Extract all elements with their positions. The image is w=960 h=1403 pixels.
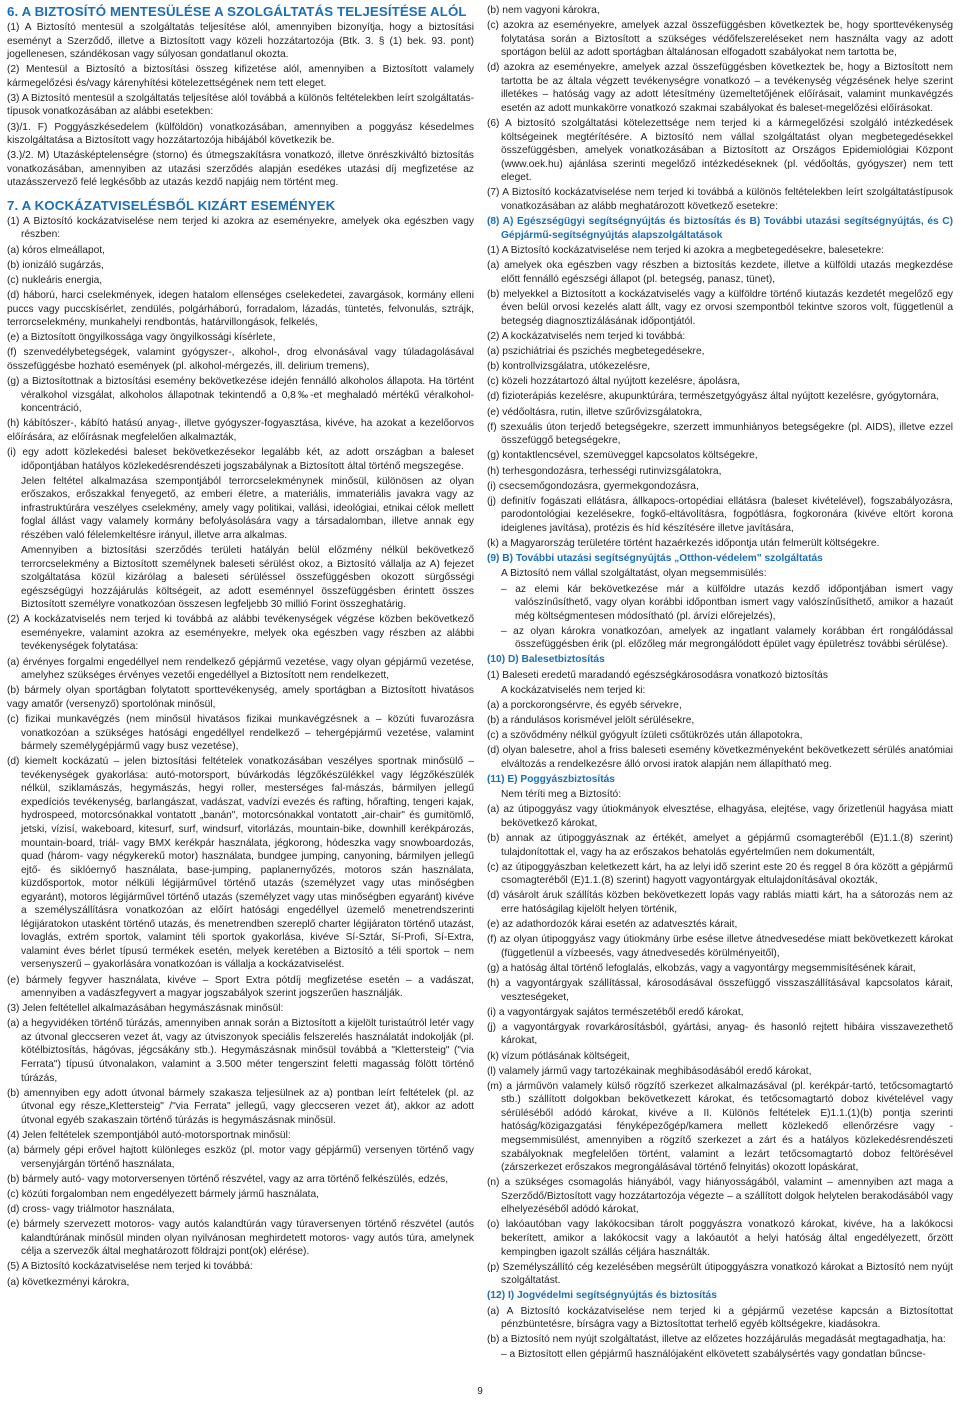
paragraph: (3)/1. F) Poggyászkésedelem (külföldön) vonatkozásában, amennyiben a poggyász késedelmes kiszolgáltatása a Biztosított vagy hozzátartozója hibájából következik be. — [7, 121, 474, 147]
list-item: (c) közúti forgalomban nem engedélyezett bármely jármű használata, — [7, 1188, 320, 1200]
subsection-heading: (11) E) Poggyászbiztosítás — [487, 773, 615, 785]
paragraph: Jelen feltétel alkalmazása szempontjából terrorcselekménynek minősül, különösen az olyan erőszakos, erőszakkal fenyegető, az emberi életre, a materiális, immateriális javakra vagy az infrastruktúrára veszélyes cselekmény, amely vagy politikai, vallási, ideológiai, etnikai célok mellett foglal állást vagy valamely kormány befolyásolására vagy a társadalomban, illetve annak egy részében való félelemkeltésre irányul, illetve arra alkalmas. — [21, 475, 474, 541]
paragraph: (2) Mentesül a Biztosító a biztosítási összeg kifizetése alól, amennyiben a Biztosított valamely kármegelőzési és/vagy kárenyhítési kötelezettségének nem tett eleget. — [7, 64, 474, 89]
list-item: (d) fizioterápiás kezelésre, akupunktúrára, természetgyógyász által nyújtott kezelésre, gyógytornára, — [487, 391, 939, 403]
list-item: (i) egy adott közlekedési baleset bekövetkezésekor legalább két, az adott országban a baleset időpontjában hatályos közlekedésrendészeti jogszabálynak a Biztosított által történő megszegése. — [7, 447, 474, 472]
list-item: (d) azokra az eseményekre, amelyek azzal összefüggésben következtek be, hogy a Biztosított nem tartotta be az általa végzett tevékenységre vonatkozó – a tevékenység végzésének helye szerint illetékes – hatóság vagy az adott létesítmény üzemeltetőjének előírásait, valamint munkavégzés esetén az adott munkakörre vonatkozó szakmai szabályokat és baleset-megelőzési előírásokat. — [487, 62, 953, 115]
list-item: (d) olyan balesetre, ahol a friss baleseti esemény következményeként bekövetkezett sérülés anatómiai elváltozás a rendelkezésre álló orvosi iratok alapján nem állapítható meg. — [487, 745, 953, 770]
list-item: (n) a szükséges csomagolás hiányából, vagy hiányosságából, valamint – amennyiben azt maga a Szerződő/Biztosított vagy hozzátartozója végezte – a szállított dolgok helytelen berakodásából vagy elhelyezéséből adódó károkat, — [487, 1177, 953, 1216]
list-item: (a) bármely gépi erővel hajtott különleges eszköz (pl. motor vagy gépjármű) versenyen történő vagy versenyjárgán történő használata, — [7, 1145, 474, 1170]
paragraph: (2) A kockázatviselés nem terjed ki továbbá: — [487, 330, 686, 342]
list-item: (a) érvényes forgalmi engedéllyel nem rendelkező gépjármű vezetése, vagy olyan gépjármű vezetése, amelyhez szükséges érvényes vezetői engedéllyel a Biztosított nem rendelkezett, — [7, 656, 474, 682]
paragraph: (6) A biztosító szolgáltatási kötelezettsége nem terjed ki a kármegelőzési szolgáló intézkedések költségeinek megtérítésére. A biztosító nem vállal szolgáltatást olyan megbetegedésekkel összefüggésben, amelyek vonatkozásában a Biztosított az Országos Epidemiológiai Központ (www.oek.hu) ajánlása szerinti megelőző intézkedéseknek (pl. védőoltás, gyógyszer) nem tett eleget. — [487, 118, 953, 184]
paragraph: A kockázatviselés nem terjed ki: — [501, 684, 646, 696]
list-item: (a) pszichiátriai és pszichés megbetegedésekre, — [487, 346, 705, 358]
list-item: (a) a porckorongsérvre, és egyéb sérvekre, — [487, 699, 682, 711]
list-item: (e) védőoltásra, rutin, illetve szűrővizsgálatokra, — [487, 406, 703, 418]
list-item: (e) az adathordozók kárai esetén az adatvesztés kárait, — [487, 919, 738, 931]
page-number: 9 — [477, 1386, 483, 1397]
list-item: (l) valamely jármű vagy tartozékainak meghibásodásából eredő károkat, — [487, 1065, 812, 1077]
list-item: (b) nem vagyoni károkra, — [487, 5, 600, 16]
list-item: (e) bármely szervezett motoros- vagy autós kalandtúrán vagy túraversenyen történő részvétel (autós kalandtúrának minősül minden olyan nyilvánosan meghirdetett motoros- vagy autós túra, amelynek célja a szervezők által meghatározott földrajzi pont(ok) elérése). — [7, 1219, 474, 1258]
paragraph: (3) A Biztosító mentesül a szolgáltatás teljesítése alól továbbá a különös feltételekben leírt szolgáltatás-típusok vonatkozásában az alábbi esetekben: — [7, 92, 474, 118]
list-item: (c) közeli hozzátartozó által nyújtott kezelésre, ápolásra, — [487, 376, 741, 388]
list-item: (h) a vagyontárgyak szállítással, károsodásával összefüggő visszaszállításával kapcsolatos kárait, veszteségeket, — [487, 977, 953, 1003]
paragraph: (1) A Biztosító kockázatviselése nem terjed ki azokra a megbetegedésekre, balesetekre: — [487, 244, 884, 256]
list-item: (c) az útipoggyászban keletkezett kárt, ha az lelyi idő szerint este 20 és reggel 8 óra között a gépjármű csomagteréből (E)1.1.(8) szerint) hagyott vagyontárgyak eltulajdonításával okozták, — [487, 861, 953, 887]
list-item: (b) a Biztosító nem nyújt szolgáltatást, illetve az előzetes hozzájárulás megadását megtagadhatja, ha: — [487, 1334, 946, 1346]
list-item: (a) amelyek oka egészben vagy részben a biztosítás kezdete, illetve a külföldi utazás megkezdése előtt fennálló egészségi állapot (pl. betegség, panasz, tünet), — [487, 260, 953, 285]
list-item: (b) melyekkel a Biztosított a kockázatviselés vagy a külföldre történő kiutazás kezdetét megelőző egy éven belül orvosi kezelés alatt állt, vagy ez orvosi szempontból tekintve szoros volt, függetlenül a betegség diagnosztizálásának időpontjától. — [487, 288, 953, 327]
list-item: (g) kontaktlencsével, szemüveggel kapcsolatos költségekre, — [487, 450, 758, 462]
list-item: (e) a Biztosított öngyilkossága vagy öngyilkossági kísérlete, — [7, 332, 276, 344]
subsection-heading: (12) I) Jogvédelmi segítségnyújtás és biztosítás — [487, 1290, 717, 1302]
list-item: – az olyan károkra vonatkozóan, amelyek az ingatlant valamely korábban ért rongálódással összefüggésben érik (pl. előzőleg már megrongálódott épület vagy épületrész további sérülése). — [501, 625, 953, 651]
section-7-title: 7. A KOCKÁZATVISELÉSBŐL KIZÁRT ESEMÉNYEK — [7, 197, 336, 213]
list-item: (h) terhesgondozásra, terhességi rutinvizsgálatokra, — [487, 465, 722, 477]
subsection-heading: (8) A) Egészségügyi segítségnyújtás és biztosítás és B) További utazási segítségnyújtás, és C) Gépjármű-segítségnyújtás alapszolgáltatások — [487, 216, 953, 241]
subsection-heading: (9) B) További utazási segítségnyújtás „Otthon-védelem" szolgáltatás — [487, 553, 823, 565]
list-item: (g) a Biztosítottnak a biztosítási esemény bekövetkezése idején fennálló alkoholos állapota. Ha történt véralkohol vizsgálat, alkoholos állapotnak tekintendő a 0,8‰-et meghaladó mértékű véralkohol-koncentráció, — [7, 376, 474, 415]
list-item: (d) kiemelt kockázatú – jelen biztosítási feltételek vonatkozásában veszélyes sportnak minősülő – tevékenységek gyakorlása: autó-motorsport, búvárkodás légzőkészülékkel vagy légzőkészülék nélkül, sziklamászás, hegymászás, hegyi roller, mesterséges fal-mászás, bármilyen jellegű expedíciós tevékenység, barlangászat, vadászat, vadvízi evezés és rafting, hőrafting, tengeri kajak, hydrospeed, motorcsónakkal vontatott „banán", motorcsónakkal vontatott „air-chair" és gumitömlő, jetski, vízisí, wakeboard, kitesurf, surf, windsurf, vitorlázás, mountain-bike, downhill kerékpározás, mountain-board, triál- vagy BMX kerékpár használata, jégkorong, hódeszka vagy snowboardozás, quad (három- vagy négykerekű motor) használata, bundgee jumping, canyoning, bármilyen jellegű ejtő- és siklóernyő használata, base-jumping, paplanernyőzés, motoros szán használata, küzdősportok, motor nélküli légijárművel történő utazás (személyzet vagy utas minőségben egyaránt), motoros légijárművel történő utazás (személyzet vagy utas minőségben egyaránt) kivéve a személyszállításra vonatkozóan az előírt hatósági engedéllyel üzemelő menetrendszerinti légijáratokon utasként történő utazás, és menetrendben szereplő charter légijáraton történő utazást, lovaglás, extrém sportok, valamint téli sportok gyakorlása, kivéve Sí-Sztár, Sí-Profi, Sí-Extra, valamint éves bérlet típusú termékek esetén, melyek keretében a Biztosító a téli sportok – nem versenyszerű – gyakorlására vonatkozóan is vállalja a kockázatviselést. — [7, 756, 474, 971]
list-item: (f) szenvedélybetegségek, valamint gyógyszer-, alkohol-, drog elvonásával vagy túladagolásával összefüggésbe hozható események (pl. alkohol-mérgezés, ill. delirium tremens), — [7, 347, 474, 372]
list-item: (d) háború, harci cselekmények, idegen hatalom ellenséges cselekedetei, zavargások, kormány elleni puccs vagy puccskísérlet, zendülés, polgárháború, forradalom, lázadás, tüntetés, felvonulás, sztrájk, terrorcselekmény, munkahelyi rendbontás, határvillongások, felkelés, — [7, 290, 474, 329]
paragraph: (2) A kockázatviselés nem terjed ki továbbá az alábbi tevékenységek végzése közben bekövetkező eseményekre, valamint azokra az eseményekre, melyek oka egészben vagy részben az alábbi tevékenységek folytatása: — [7, 614, 474, 653]
paragraph: Nem téríti meg a Biztosító: — [501, 789, 622, 801]
paragraph: (5) A Biztosító kockázatviselése nem terjed ki továbbá: — [7, 1261, 253, 1273]
list-item: (a) A Biztosító kockázatviselése nem terjed ki a gépjármű vezetése kapcsán a Biztosítottat pénzbüntetésre, bírságra vagy a Biztosítottat terhelő egyéb költségekre, kiadásokra. — [487, 1305, 953, 1331]
list-item: (c) nukleáris energia, — [7, 274, 103, 286]
list-item: (h) kábítószer-, kábító hatású anyag-, illetve gyógyszer-fogyasztása, kivéve, ha azokat a kezelőorvos előírására, az előírásnak megfelelően alkalmazták, — [7, 418, 474, 443]
list-item: (a) a hegyvidéken történő túrázás, amennyiben annak során a Biztosított a kijelölt turistaútról letér vagy az útvonal gleccseren vezet át, vagy az útviszonyok speciális felszerelés használatát indokolják (pl. kötélbiztosítás, hágóvas, jégcsákány stb.). Hegymászásnak minősül továbbá a "Klettersteig" ("via Ferrata") típusú útvonalakon, valamint a 3.500 méter tengerszint feletti magasság fölött történő túrázás, — [7, 1018, 474, 1084]
list-item: (a) kóros elmeállapot, — [7, 244, 105, 256]
right-column — [487, 4, 953, 1363]
paragraph: (1) A Biztosító kockázatviselése nem terjed ki azokra az eseményekre, amelyek oka egészben vagy részben: — [7, 215, 474, 241]
list-item: (a) következményi károkra, — [7, 1276, 130, 1288]
list-item: (f) az olyan útipoggyász vagy útiokmány ürbe esése illetve átnedvesedése miatt bekövetkezett károkat (függetlenül a vízbeesés, vagy átnedvesedés körülményeitől), — [487, 934, 953, 959]
list-item: (j) a vagyontárgyak rovarkárosításból, gyártási, anyag- és hasonló rejtett hibáira visszavezethető károkat, — [487, 1021, 953, 1047]
list-item: (e) bármely fegyver használata, kivéve – Sport Extra pótdíj megfizetése esetén – a vadászat, amennyiben a vadászfegyvert a magyar jogszabályok szerint jogszerűen használják. — [7, 974, 474, 1000]
list-item: (d) vásárolt áruk szállítás közben bekövetkezett lopás vagy rablás miatti kárt, ha a sátorozás nem az erre hatóságilag kijelölt helyen történik, — [487, 890, 953, 915]
section-6-title: 6. A BIZTOSÍTÓ MENTESÜLÉSE A SZOLGÁLTATÁS TELJESÍTÉSE ALÓL — [7, 4, 467, 19]
paragraph: (1) A Biztosító mentesül a szolgáltatás teljesítése alól, amennyiben bizonyítja, hogy a biztosítási eseményt a Szerződő, illetve a Biztosított vagy közeli hozzátartozója (Btk. 3. § (1) bek. 93. pont) jogellenesen, szándékosan vagy súlyosan gondatlanul okozta. — [7, 22, 474, 61]
list-item: (b) annak az útipoggyásznak az értékét, amelyet a gépjármű csomagteréből (E)1.1.(8) szerint) tulajdonítottak el, vagy ha az erőszakos behatolás egyértelműen nem dokumentált, — [487, 832, 953, 858]
paragraph: A Biztosító nem vállal szolgáltatást, olyan megsemmisülés: — [501, 568, 767, 580]
list-item: (g) a hatóság által történő lefoglalás, elkobzás, vagy a vagyontárgy megsemmisítésének kárait, — [487, 962, 916, 974]
list-item: (f) szexuális úton terjedő betegségekre, szerzett immunhiányos betegségekre (pl. AIDS), illetve ezzel összefüggő betegségekre, — [487, 421, 953, 447]
paragraph: (1) Baleseti eredetű maradandó egészségkárosodásra vonatkozó biztosítás — [487, 669, 828, 681]
left-column — [7, 4, 474, 1291]
list-item: (i) a vagyontárgyak sajátos természetéből eredő károkat, — [487, 1006, 744, 1018]
paragraph: (7) A Biztosító kockázatviselése nem terjed ki továbbá a különös feltételekben leírt szolgáltatástípusok vonatkozásában az alább meghatározott következő esetekre: — [487, 187, 953, 213]
list-item: (i) csecsemőgondozásra, gyermekgondozásra, — [487, 480, 699, 492]
list-item: – az elemi kár bekövetkezése már a külföldre utazás kezdő időpontjában ismert vagy valószínűsíthető, vagy olyan korábbi időpontban ismert vagy valószínűsíthető, amikor a hazaút még költségmentesen módosítható (pl. árvízi előrejelzés), — [501, 583, 953, 622]
list-item: (j) definitív fogászati ellátásra, állkapocs-ortopédiai ellátásra (baleset kivételével), fogszabályozásra, parodontológiai kezelésekre, fogkő-eltávolításra, fogpótlásra, fogkoronára (kivéve eltört korona ideiglenes javítása), protézis és híd készítésére illetve javítására, — [487, 495, 953, 534]
list-item: (c) fizikai munkavégzés (nem minősül hivatásos fizikai munkavégzésnek a – közúti fuvarozásra vonatkozóan a szükséges hatósági engedéllyel rendelkező – tehergépjármű vezetése, valamint bármely személygépjármű vagy busz vezetése), — [7, 713, 474, 753]
list-item: (c) azokra az eseményekre, amelyek azzal összefüggésben következtek be, hogy sporttevékenység folytatása során a Biztosított a szükséges védőfelszereléseket nem használta vagy az adott sportágon belül az adott sportágban általánosan elfogadott szabályokat nem tartotta be, — [487, 20, 953, 59]
list-item: (b) amennyiben egy adott útvonal bármely szakasza teljesülnek az a) pontban leírt feltételek (pl. az útvonal egy része„Klettersteig" /"via Ferrata" jellegű, vagy gleccseren vezet át), akkor az adott útvonal egyéb szakaszain történő túrázás is hegymászásnak minősül. — [7, 1087, 474, 1126]
list-item: (b) bármely olyan sportágban folytatott sporttevékenység, amely sportágban a Biztosított hivatásos vagy amatőr (versenyző) sportolónak minősül, — [7, 685, 474, 710]
list-item: (m) a járművön valamely külső rögzítő szerkezet alkalmazásával (pl. kerékpár-tartó, tetőcsomagtartó stb.) szállított dolgokban bekövetkezett károkat, és tetőcsomagtartó doboz kivételével vagy sérüléséből adódó károkat, kivéve a II. Különös feltételek E)1.1.(1)(b) pontja szerinti hatóság/közigazgatási fényképezőgép/kamera mellett közlekedő ellenőrzésre vagy -megsemmisülést, amennyiben a rögzítő szerkezet a zárt és a hatályos közlekedésrendészeti szabályoknak megfelelően történt, valamint a lezárt tetőcsomagtartó doboz feltörésével (zárszerkezet erőszakos megrongálásával történő felnyitás) okozott lopáskárat, — [487, 1080, 953, 1174]
list-item: (p) Személyszállító cég kezelésében megsérült útipoggyászra vonatkozó károkat a Biztosító nem nyújt szolgáltatást. — [487, 1261, 953, 1287]
list-item: (b) a rándulásos korismével jelölt sérülésekre, — [487, 715, 695, 727]
list-item: (a) az útipoggyász vagy útiokmányok elvesztése, elhagyása, elejtése, vagy őrizetlenül hagyása miatt bekövetkező károkat, — [487, 804, 953, 829]
list-item: (b) ionizáló sugárzás, — [7, 259, 104, 271]
list-item: (k) a Magyarország területére történt hazaérkezés időpontja után felmerült költségekre. — [487, 538, 880, 550]
list-item: (o) lakóautóban vagy lakókocsiban tárolt poggyászra vonatkozó károkat, kivéve, ha a lakókocsi bekerített, amikor a lakókocsit vagy a lakóautót a helyi hatóság által engedélyezett, őrzött kempingben igazolt szállás céljára használták. — [487, 1219, 953, 1258]
paragraph: (3.)/2. M) Utazásképtelenségre (storno) és útmegszakításra vonatkozó, illetve önrészkiváltó biztosítás vonatkozásában, amennyiben az utazási szerződés alapján esedékes utazási díj megfizetése az utazásszervező felé legkésőbb az utazás kezdő napjáig nem történt meg. — [7, 150, 474, 189]
subsection-heading: (10) D) Balesetbiztosítás — [487, 654, 605, 666]
list-item: (d) cross- vagy triálmotor használata, — [7, 1204, 175, 1216]
paragraph: Amennyiben a biztosítási szerződés területi hatályán belül előzmény nélkül bekövetkező terrorcselekmény a Biztosított személynek baleseti sérülést okoz, a Biztosító vállalja az A) fejezet szolgáltatása közül kizárólag a baleseti sérüléssel összefüggésben okozott sürgősségi egészségügyi hozzájárulás költségeit, az adott eseménnyel összefüggésben érintett összes Biztosított személyre vonatkozóan összesen legfeljebb 30 millió Forint összeghatárig. — [21, 545, 474, 611]
paragraph: (4) Jelen feltételek szempontjából autó-motorsportnak minősül: — [7, 1129, 291, 1141]
list-item: (c) a szövődmény nélkül gyógyult ízületi csőtükrözés után állapotokra, — [487, 730, 803, 742]
list-item: (k) vízum pótlásának költségeit, — [487, 1050, 630, 1062]
paragraph: (3) Jelen feltétellel alkalmazásában hegymászásnak minősül: — [7, 1003, 284, 1015]
list-item: (b) bármely autó- vagy motorversenyen történő részvétel, vagy az arra történő felkészülés, edzés, — [7, 1173, 449, 1185]
list-item: – a Biztosított ellen gépjármű használójaként elkövetett szabálysértés vagy gondatlan bűncse- — [501, 1349, 926, 1361]
list-item: (b) kontrollvizsgálatra, utókezelésre, — [487, 361, 651, 373]
